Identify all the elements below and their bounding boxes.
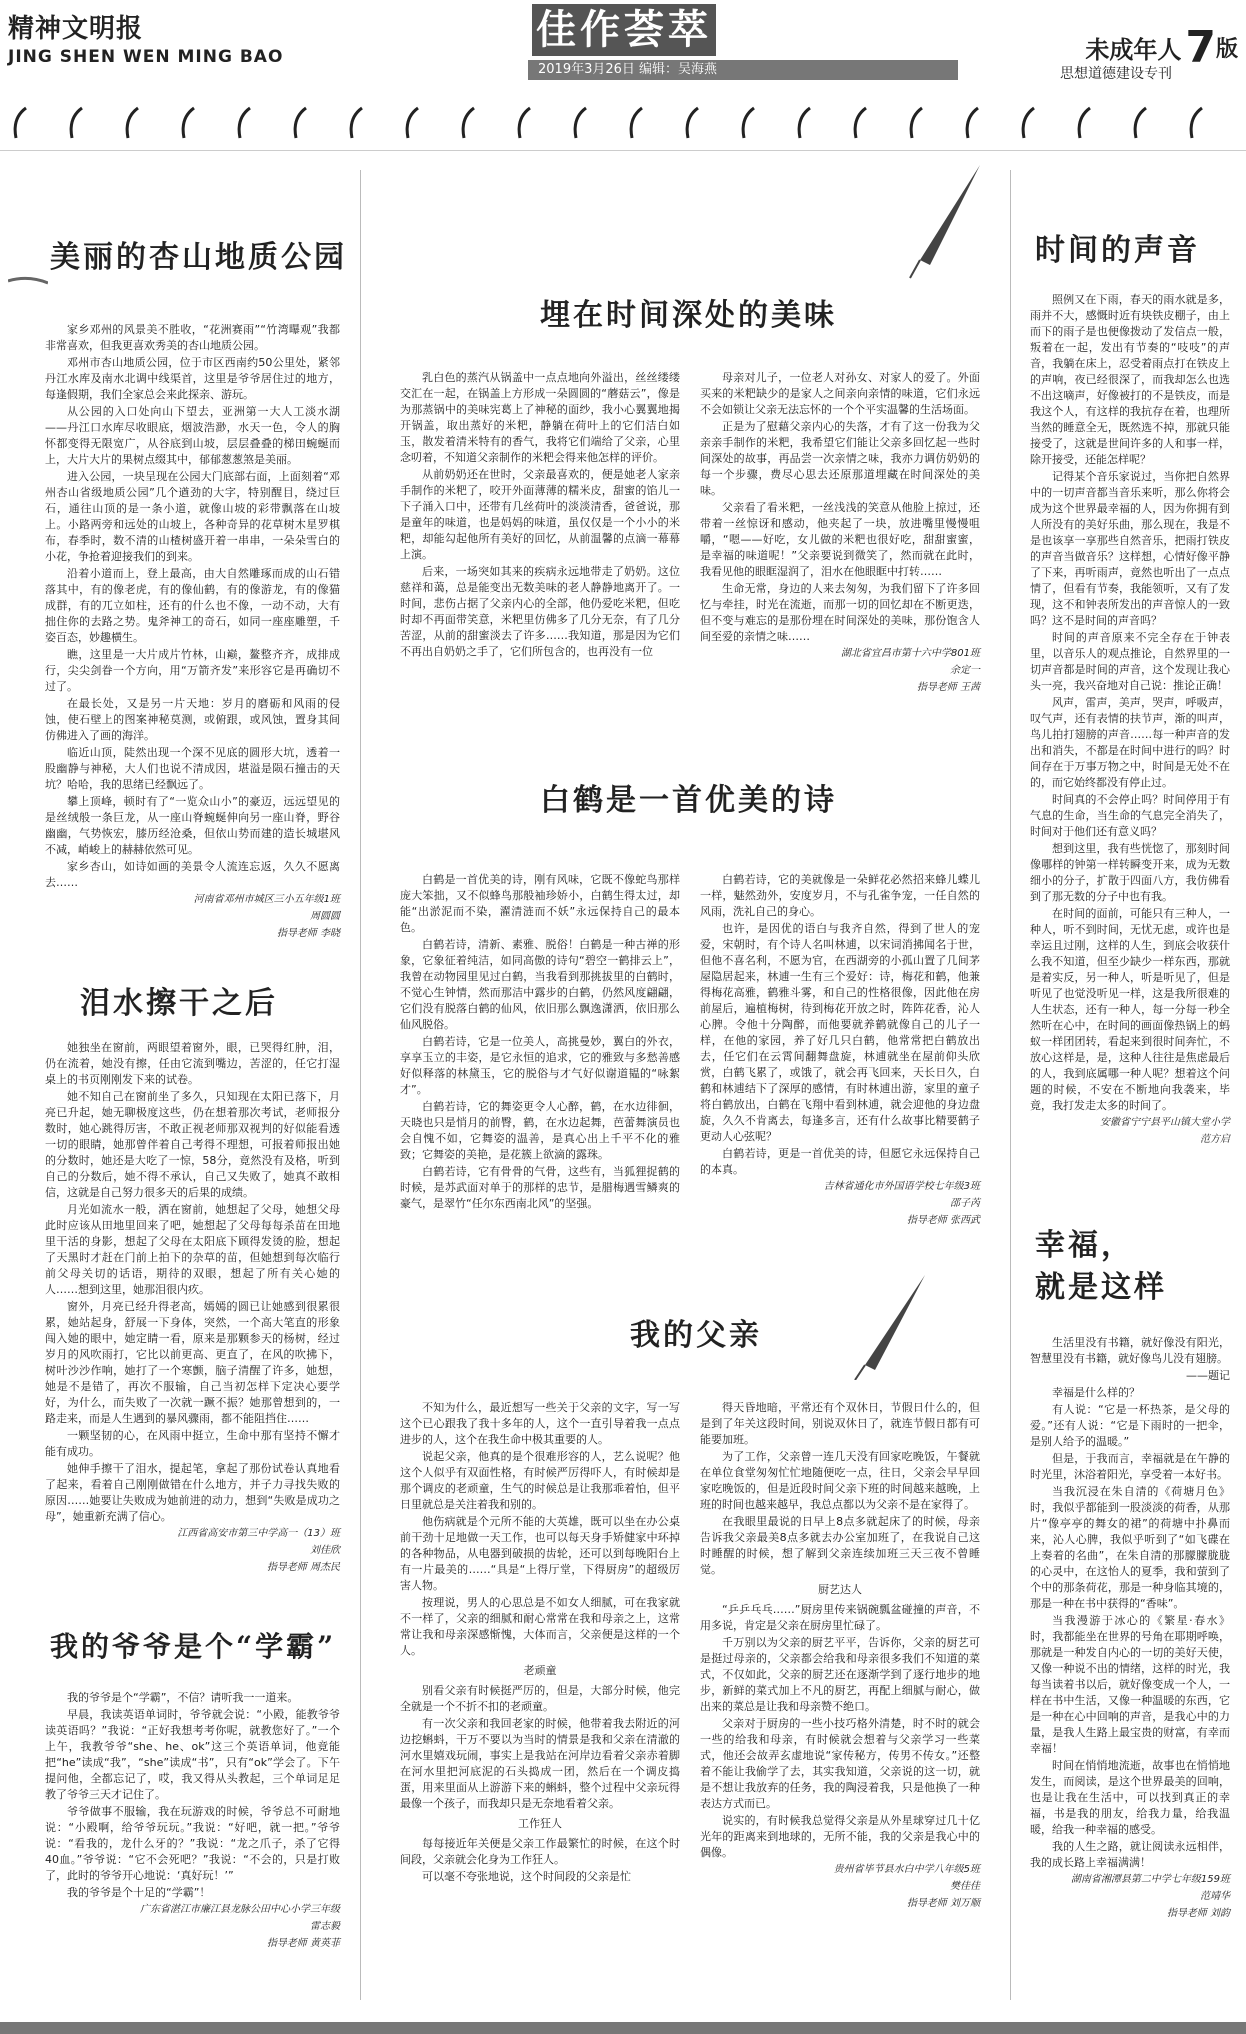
paragraph: 我的人生之路，就让阅读永远相伴，我的成长路上幸福满满！ xyxy=(1030,1840,1230,1869)
paragraph: 白鹤若诗，清新、素雅、脱俗！白鹤是一种古禅的形象，它象征着纯洁，如同高傲的诗句“碧空一鹤排云上”，我曾在动物园里见过白鹤，当我看到那挑拔里的白鹤时，不觉心生钟情，然而那洁中露步的白鹤，仍然风度翩翩，它们没有脱落白鹤的仙风，依旧那么飘逸潇洒，依旧那么仙风脱俗。 xyxy=(400,938,680,1031)
page-suffix: 版 xyxy=(1215,37,1238,62)
ring xyxy=(239,108,250,138)
a1-paragraphs xyxy=(45,322,340,891)
a4-school: 湖北省宜昌市第十六中学801班 xyxy=(840,648,980,659)
paragraph: 沿着小道而上，登上最高，由大自然雕琢而成的山石错落其中，有的像老虎，有的像仙鹤，有的像游龙，有的像猫成群，有的兀立如柱，还有的什么也不像，一动不动，大有拙住你的去路之势。鬼斧神工的奇石，如同一座座雕塑，千姿百态，妙趣横生。 xyxy=(45,567,340,644)
paragraph: 生命无常，身边的人来去匆匆，为我们留下了许多回忆与牵挂，时光在流逝，而那一切的回忆却在不断更迭，但不变与难忘的是那份埋在时间深处的美味，那份饱含人间至爱的亲情之味…… xyxy=(700,582,980,643)
a4-left-paragraphs xyxy=(400,370,680,660)
notebook-rings xyxy=(0,100,1246,150)
paragraph: 生活里没有书籍，就好像没有阳光，智慧里没有书籍，就好像鸟儿没有翅膀。 xyxy=(1030,1336,1230,1365)
paragraph: 父亲对于厨房的一些小技巧格外清楚，时不时的就会一些的给我和母亲，有时候就会想着与父亲学习一些菜式，他还会故弄玄虚地说“家传秘方，传男不传女。”还整着不能让我偷学了去，其实我知道，父亲说的这一切，就是不想让我放弃的任务，我的陶浸着我，只是他换了一种表达方式而已。 xyxy=(700,1717,980,1810)
ring xyxy=(687,108,698,138)
a6-subhead-2: 工作狂人 xyxy=(518,1817,562,1830)
a8-paragraphs xyxy=(1030,1335,1230,1367)
ring xyxy=(575,108,586,138)
title-a2: 泪水擦干之后 xyxy=(80,986,278,1021)
title-a8-line1: 幸福， xyxy=(1035,1228,1134,1263)
a6-right-paragraphs-2 xyxy=(700,1602,980,1861)
paragraph: 白鹤若诗，它是一位美人，高挑曼妙，翼白的外衣，享享玉立的丰姿，是它永恒的追求，它的雅致与多愁善感好似释落的林黛玉，它的脱俗与才气好似谢道韫的“咏絮才”。 xyxy=(400,1035,680,1096)
paragraph: 早晨，我读英语单词时，爷爷就会说：“小殿，能教爷爷读英语吗？”我说：“正好我想考考你呢，就教您好了。”一个上午，我教爷爷“she、he、ok”这三个英语单词，他竟能把“he”读成“我”，“she”读成“书”，只有“ok”学会了。下午提问他，全都忘记了，哎，我又得从头教起，三个单词足足教了爷爷三天才记住了。 xyxy=(45,1708,340,1801)
article-a5-right xyxy=(700,872,980,1230)
paragraph: 按理说，男人的心思总是不如女人细腻，可在我家就不一样了，父亲的细腻和耐心常常在我和母亲之上，这常常让我和母亲深感惭愧，大体而言，父亲便是这样的一个人。 xyxy=(400,1596,680,1657)
article-a6-right xyxy=(700,1400,980,1913)
paragraph: 正是为了慰藉父亲内心的失落，才有了这一份我为父亲亲手制作的米粑，我希望它们能让父亲多回忆起一些时间深处的故事，再品尝一次亲情之味，我亦力调仿奶奶的每一个步骤，费尽心思去还原那道埋藏在时间深处的美味。 xyxy=(700,420,980,497)
paragraph: 她独坐在窗前，两眼望着窗外，眼，已哭得红肿，泪，仍在流着，她没有擦，任由它流到嘴边，苦涩的，任它打湿桌上的书页刚刚发下来的试卷。 xyxy=(45,1041,340,1086)
paragraph: 瞧，这里是一大片成片竹林，山巅，鳌整齐齐，成排成行，尖尖剑眷一个方向，用“万箭齐发”来形容它是再确切不过了。 xyxy=(45,648,340,693)
a6-right-paragraphs xyxy=(700,1400,980,1578)
a8-school: 湖南省湘潭县第二中学七年级159班 xyxy=(1070,1874,1230,1885)
ring xyxy=(1023,108,1034,138)
paper-name: 精神文明报 xyxy=(8,14,144,44)
a5-author: 邵子芮 xyxy=(950,1198,980,1209)
a3-school: 广东省湛江市廉江县龙脉公田中心小学三年级 xyxy=(140,1904,340,1915)
a4-author: 余定一 xyxy=(950,665,980,676)
a4-right-paragraphs xyxy=(700,370,980,645)
paragraph: 白鹤是一首优美的诗，刚有风味，它既不像蛇鸟那样庞大笨拙，又不似蜂鸟那般袖珍娇小，白鹤生得太过，却能“出淤泥而不染，濯清涟而不妖”永远保持自己的最本色。 xyxy=(400,873,680,934)
paragraph: 说实的，有时候我总觉得父亲是从外星球穿过几十亿光年的距离来到地球的，无所不能，我的父亲是我心中的偶像。 xyxy=(700,1814,980,1859)
paragraph: 攀上顶峰，顿时有了“一览众山小”的豪迈，远远望见的是丝绒般一条巨龙，从一座山脊蜿蜒伸向另一座山脊，野谷幽幽，气势恢宏，膝历经沧桑，但依山势而建的造长城堪风不减，峭峻上的赫赫依然可见。 xyxy=(45,795,340,856)
a8-motto: ——题记 xyxy=(1186,1369,1230,1382)
paragraph: 她不知自己在窗前坐了多久，只知现在太阳已落下，月亮已升起，她无聊极度这些，仍在想着那次考试，老师报分数时，她心跳得厉害，不敢正视老师那双视判的好似能看透一切的眼睛，她那曾伴着自己考得不理想，可报着师报出她的分数时，她还是大吃了一惊，58分，竟然没有及格，听到自己的分数后，她不得不承认，自己又失败了，她真不敢相信，这就是自己努力很多天的后果的成绩。 xyxy=(45,1090,340,1199)
special-subtitle: 思想道德建设专刊 xyxy=(1060,66,1172,82)
masthead-right xyxy=(1060,22,1238,83)
a4-teacher: 指导老师 王茜 xyxy=(916,682,980,693)
paragraph: 在我眼里最说的日早上8点多就起床了的时候，母亲告诉我父亲最美8点多就去办公室加班了，在我说自己这时睡醒的时候，想了解到父亲连续加班三天三夜不曾睡觉。 xyxy=(700,1515,980,1576)
a3-teacher: 指导老师 黄英菲 xyxy=(266,1938,340,1949)
article-a3-body xyxy=(45,1690,340,1953)
paragraph: 也许，是因优的语白与我齐自然，得到了世人的宠爱，宋朝时，有个诗人名叫林逋，以宋词消拂闻名于世，但他不喜名利，不愿为官，在西湖旁的小孤山置了几间茅屋隐居起来，林逋一生有三个爱好：诗，梅花和鹤，他兼得梅花高雅，鹤雅斗雾，和自己的性格很像，因此他在房前屋后，遍植梅树，待到梅花开放之时，阵阵花香，沁人心脾。令他十分陶醉，而他要就养鹤就像自己的儿子一样，在他的家园，养了好几只白鹤，他常常把白鹤放出去，任它们在云霄间翻舞盘旋，林逋就坐在屋前仰头欣赏，白鹤飞累了，或饿了，就会再飞回来，天长日久，白鹤和林逋结下了深厚的感情，有时林逋出游，家里的童子将白鹤放出，白鹤在飞翔中看到林逋，就会迎他的身边盘旋，久久不肯离去，每逢多言，还有什么故事比精要鹤子更动人心弦呢？ xyxy=(700,922,980,1143)
title-a8-line2: 就是这样 xyxy=(1035,1270,1167,1305)
article-a4-right xyxy=(700,370,980,697)
paragraph: 母亲对儿子，一位老人对孙女、对家人的爱了。外面买来的米粑缺少的是家人之间亲向亲情的味道，它们永远不会如锁让父亲无法忘怀的一个个平实温馨的生活场面。 xyxy=(700,371,980,416)
a6-left-paragraphs xyxy=(400,1400,680,1659)
title-a4: 埋在时间深处的美味 xyxy=(540,298,837,333)
paragraph: 但是，于我而言，幸福就是在午静的时光里，沐浴着阳光，享受着一本好书。 xyxy=(1030,1452,1230,1481)
article-a6-left xyxy=(400,1400,680,1886)
article-a4-left xyxy=(400,370,680,661)
paragraph: 临近山顶，陡然出现一个深不见底的圆形大坑，透着一股幽静与神秘，大人们也说不清成因，堪溢是陨石撞击的天坑？哈哈，我的思绪已经飘远了。 xyxy=(45,746,340,791)
title-a7: 时间的声音 xyxy=(1035,233,1200,268)
title-a3: 我的爷爷是个“学霸” xyxy=(50,1630,337,1663)
ring xyxy=(911,108,922,138)
ring xyxy=(519,108,530,138)
paragraph: 乳白色的蒸汽从锅盖中一点点地向外溢出，丝丝缕缕交汇在一起，在锅盖上方形成一朵圆圆的“蘑菇云”，像是为那蒸锅中的美味宪葛上了神秘的面纱，我小心翼翼地揭开锅盖，取出蒸好的米粑，静躺在荷叶上的它们洁白如玉，散发着清米特有的香气，我将它们端给了父亲，心里念叨着，不知道父亲制作的米粑会得来他怎样的评价。 xyxy=(400,371,680,464)
paragraph: 在最长处，又是另一片天地：岁月的磨砺和风雨的侵蚀，使石壁上的图案神秘莫测，或俯跟，或风蚀，置身其间仿佛进入了画的海洋。 xyxy=(45,697,340,742)
a6-subhead-3: 厨艺达人 xyxy=(818,1583,862,1596)
a6-author: 樊佳佳 xyxy=(950,1881,980,1892)
ink-splash-icon xyxy=(8,275,48,287)
title-a5: 白鹤是一首优美的诗 xyxy=(540,783,837,818)
paragraph: 幸福是什么样的？ xyxy=(1052,1386,1140,1399)
paragraph: 说起父亲，他真的是个很难形容的人，艺么说呢？他这个人似乎有双面性格，有时候严厉得吓人，有时候却是那个调皮的老顽童，生气的时候总是让我那乖着怕，但平日里就总是关注着我和别的。 xyxy=(400,1450,680,1511)
ring xyxy=(295,108,306,138)
paragraph: 每每接近年关便是父亲工作最繁忙的时候，在这个时间段，父亲就会化身为工作狂人。 xyxy=(400,1837,680,1866)
a6-left-paragraphs-2 xyxy=(400,1683,680,1812)
paragraph: 记得某个音乐家说过，当你把自然界中的一切声音都当音乐来听，那么你将会成为这个世界最幸福的人，因为你拥有到人所没有的美好乐曲，那么现在，我是不是也该享一享那些自然音乐，把雨打铁皮的声音当做音乐？这样想，心情好像平静了下来，再听雨声，竟然也听出了一点点情了，但看有节奏，我能领听，又有了发现，这不和钟表所发出的声音惊人的一致吗？这不是时间的声音吗？ xyxy=(1030,470,1230,627)
pen-nib-icon xyxy=(900,160,990,280)
paragraph: 别看父亲有时候挺严厉的，但是，大部分时候，他完全就是一个不折不扣的老顽童。 xyxy=(400,1684,680,1713)
paragraph: 可以毫不夸张地说，这个时间段的父亲是忙 xyxy=(422,1870,631,1883)
article-a2-body xyxy=(45,1040,340,1577)
paragraph: 有一次父亲和我回老家的时候，他带着我去附近的河边挖蝌蚪，干万不要以为当时的情景是我和父亲在清澈的河水里嬉戏玩闹，事实上是我站在河岸边看着父亲赤着脚在河水里把河底泥的石头捣成一团，然后在一个调皮捣蛋，用来里面从上游游下来的蝌蚪，整个过程中父亲玩得最像一个孩子，而我却只是无奈地看着父亲。 xyxy=(400,1717,680,1810)
article-a1-body xyxy=(45,322,340,943)
paragraph: 父亲看了看米粑，一丝浅浅的笑意从他脸上掠过，还带着一丝惊讶和感动，他夹起了一块，放进嘴里慢慢咀嚼，“嗯——好吃，女儿做的米粑也很好吃，甜甜蜜蜜，是幸福的味道呢！”父亲要说到微笑了，然而就在此时，我看见他的眼眶湿润了，泪水在他眼眶中打转…… xyxy=(700,501,980,578)
paragraph: 白鹤若诗，它的舞姿更令人心醉，鹤，在水边徘徊，天晓也只是悄月的前臀，鹤，在水边起舞，芭蕾舞演员也会自愧不如，它舞姿的温善，是真心出上千平不化的雅致；它舞姿的美艳，是花簇上欲滴的露珠。 xyxy=(400,1100,680,1161)
a6-school: 贵州省毕节县水白中学八年级5班 xyxy=(833,1864,980,1875)
paragraph: 爷爷做事不服输，我在玩游戏的时候，爷爷总不可耐地说：“小殿啊，给爷爷玩玩。”我说：“好吧，就一把。”爷爷说：“看我的，龙什么牙的？”我说：“龙之爪子，杀了它得40血。”爷爷说：“它不会死吧？”我说：“不会的，只是打败了，此时的爷爷开心地说：‘真好玩！’” xyxy=(45,1805,340,1882)
paragraph: 家乡杏山，如诗如画的美景令人流连忘返，久久不愿离去…… xyxy=(45,860,340,889)
a5-left-paragraphs xyxy=(400,872,680,1212)
a1-school: 河南省邓州市城区三小五年级1班 xyxy=(193,894,340,905)
paragraph: 她伸手擦干了泪水，提起笔，拿起了那份试卷认真地看了起来，看着自己刚刚做错在什么地方，并子力寻找失败的原因……她要让失败成为她前进的动力，想到“失败是成功之母”，她重新充满了信心。 xyxy=(45,1462,340,1523)
paragraph: 白鹤若诗，它的美就像是一朵鲜花必然招来蜂儿蝶儿一样，魅然劲外，安度岁月，不与孔雀争宠，一任自然的风雨，洗礼自己的身心。 xyxy=(700,873,980,918)
page-number: 7 xyxy=(1185,22,1216,73)
paragraph: 后来，一场突如其来的疾病永远地带走了奶奶。这位慈祥和蔼，总是能变出无数美味的老人静静地离开了。一时间，悲伤占据了父亲内心的全部，他仍爱吃米粑，但吃时却不再面带笑意，米粑里仿佛多了几分无奈，有了几分苦涩，从前的甜蜜淡去了许多……我知道，那是因为它们不再出自奶奶之手了，它们所包含的，也再没有一位 xyxy=(400,565,680,658)
a6-teacher: 指导老师 刘万顺 xyxy=(906,1898,980,1909)
paragraph: 得天昏地暗，平常还有个双休日，节假日什么的，但是到了年关这段时间，别说双休日了，就连节假日都有可能要加班。 xyxy=(700,1401,980,1446)
paragraph: 时间在悄悄地流逝，故事也在悄悄地发生，而阅读，是这个世界最美的回响，也是让我在生活中，可以找到真正的幸福，书是我的朋友，给我力量，给我温暖，给我一种幸福的感受。 xyxy=(1030,1759,1230,1836)
paragraph: 他伤病就是个元所不能的大英雄，既可以坐在办公桌前干劲十足地做一天工作，也可以每天身手矫健家中环掉的各种物品，从电器到破损的齿轮，还可以到每晚阳台上有一片最美的……“具是“上得厅堂，下得厨房”的超级厉害人物。 xyxy=(400,1515,680,1592)
a7-paragraphs xyxy=(1030,292,1230,1114)
ring xyxy=(799,108,810,138)
top-rule xyxy=(0,150,1246,151)
a5-teacher: 指导老师 张西武 xyxy=(906,1215,980,1226)
a2-author: 刘佳欣 xyxy=(310,1545,340,1556)
bottom-bar xyxy=(0,2022,1246,2034)
paragraph: 千万别以为父亲的厨艺平平，告诉你，父亲的厨艺可是挺过母亲的，父亲都会给我和母亲很多我们不知道的菜式，不仅如此，父亲的厨艺还在逐渐学到了逐行地步的地步，新鲜的菜式加上不凡的厨艺，再配上细腻与耐心，做出来的菜总是让我和母亲赞不绝口。 xyxy=(700,1636,980,1713)
paragraph: 当我沉浸在朱自清的《荷塘月色》时，我似乎都能到一股淡淡的荷香，从那片“像亭亭的舞女的裙”的荷塘中扑鼻而来，沁人心脾，我似乎听到了“如飞碟在上奏着的名曲”，在朱自清的那朦朦胧胧的心灵中，在这怡人的夏季，我和萤到了个中的那条荷花，那是一种身临其境的，那是一种在书中获得的“香味”。 xyxy=(1030,1485,1230,1610)
paragraph: 风声，雷声，美声，哭声，呼吸声，叹气声，还有表情的扶节声，渐的叫声，鸟儿拍打翅膀的声音……每一种声音的发出和消失，不都是在时间中进行的吗？时间存在于万事万物之中，时间是无处不在的，而它始终都没有停止过。 xyxy=(1030,696,1230,789)
paragraph: 窗外，月亮已经升得老高，嫣嫣的圆已让她感到很累很累，她站起身，舒展一下身体，突然，一个高大笔直的形象闯入她的眼中，她定睛一看，原来是那颗参天的杨树，经过岁月的风吹雨打，它比以前更高、更直了，在风的吹拂下，树叶沙沙作响，她打了一个寒颤，脑子清醒了许多，她想，她是不是错了，再次不服输，自己当初怎样下定决心要学好，为什么，而失败了一次就一蹶不振？她那曾想到的，一路走来，而是人生遇到的暴风骤雨，都不能阻挡住…… xyxy=(45,1300,340,1425)
paragraph: 月光如流水一般，洒在窗前，她想起了父母，她想父母此时应该从田地里回来了吧，她想起了父母每每杀苗在田地里干活的身影，想起了父母在太阳底下顾得发烫的脸，想起了天黑时才赶在门前上拍下的杂草的苗，但她想到每次临行前父母关切的话语，期待的双眼，想起了所有关心她的人……想到这里，她那泪很内疚。 xyxy=(45,1203,340,1296)
ring xyxy=(631,108,642,138)
ring xyxy=(183,108,194,138)
a2-school: 江西省高安市第三中学高一（13）班 xyxy=(177,1528,340,1539)
ring xyxy=(127,108,138,138)
paragraph: 有人说：“它是一杯热茶，是父母的爱。”还有人说：“它是下雨时的一把伞，是别人给予的温暖。” xyxy=(1030,1403,1230,1448)
a2-paragraphs xyxy=(45,1040,340,1525)
ring xyxy=(71,108,82,138)
ring xyxy=(351,108,362,138)
article-a8-body xyxy=(1030,1335,1230,1923)
section-title: 佳作荟萃 xyxy=(532,4,716,56)
special-name: 未成年人 xyxy=(1085,35,1182,64)
a5-school: 吉林省通化市外国语学校七年级3班 xyxy=(823,1181,980,1192)
paragraph: 白鹤若诗，更是一首优美的诗，但愿它永远保持自己的本真。 xyxy=(700,1147,980,1176)
a2-teacher: 指导老师 周杰民 xyxy=(266,1562,340,1573)
paragraph: 在时间的面前，可能只有三种人，一种人，听不到时间，无忧无虑，或许也是幸运且过刚，这样的人生，到底会收获什么我不知道，但至少缺少一样东西，那就是着实反，另一种人，听是听见了，但是听见了也觉没听见一样，这是我所很难的人生状态，还有一种人，每一分每一秒全然听在心中，在时间的画面像热锅上的蚂蚁一样团团转，看起来到很时间奔忙，不放心这样是，是，这种人往往是焦虑最后的人，我到底属哪一种人呢？想着这个问题的时候，不安在不断地向我袭来，毕竟，我打发走太多的时间了。 xyxy=(1030,907,1230,1112)
ring xyxy=(855,108,866,138)
a1-teacher: 指导老师 李晓 xyxy=(276,928,340,939)
paragraph: 我的爷爷是个十足的“学霸”！ xyxy=(67,1886,211,1899)
paragraph: 从公园的入口处向山下望去，亚洲第一大人工淡水湖——丹江口水库尽收眼底，烟波浩渺，水天一色，令人的胸怀都变得无限宽广，从谷底到山坡，层层叠叠的梯田蜿蜒而上，大片大片的果树点缀其中，郁郁葱葱煞是美丽。 xyxy=(45,405,340,466)
a3-paragraphs xyxy=(45,1690,340,1901)
paragraph: 不知为什么，最近想写一些关于父亲的文字，写一写这个已心跟我了我十多年的人，这个一直引导着我一点点进步的人，这个在我生命中极其重要的人。 xyxy=(400,1401,680,1446)
ring xyxy=(743,108,754,138)
title-a6: 我的父亲 xyxy=(630,1318,762,1353)
a7-author: 范方启 xyxy=(1200,1134,1230,1145)
masthead-left xyxy=(8,8,283,67)
ring-group xyxy=(15,108,1202,138)
article-a7-body xyxy=(1030,292,1230,1149)
paragraph: 时间真的不会停止吗？时间停用于有气息的生命，当生命的气息完全消失了，时间对于他们还有意义吗？ xyxy=(1030,793,1230,838)
paragraph: 家乡邓州的风景美不胜收，“花洲赛雨”“竹湾曝观”我都非常喜欢，但我更喜欢秀美的杏山地质公园。 xyxy=(45,323,340,352)
paper-pinyin: JING SHEN WEN MING BAO xyxy=(8,47,284,67)
article-a5-left xyxy=(400,872,680,1213)
ring xyxy=(1191,108,1202,138)
ring xyxy=(407,108,418,138)
paragraph: 照例又在下雨，春天的雨水就是多，雨并不大，感慨时近有块铁皮棚子，由上而下的雨子是也便像拨动了发信点一般，叛着在一起，发出有节奏的“吱吱”的声音，我躺在床上，忍受着雨点打在铁皮上的声响，夜已经很深了，而我却怎么也选不出这嘀声，好像被打的不是铁皮，而是我这个人，有这样的我抗存在着，也理所当然的睡意全无，既然选不掉，那就只能接受了，这就是世间许多的人和事一样，除开接受，还能怎样呢？ xyxy=(1030,293,1230,466)
separator-right xyxy=(1010,170,1011,2000)
a6-left-paragraphs-3 xyxy=(400,1836,680,1885)
pen-nib-icon-2 xyxy=(840,1270,930,1380)
paragraph: 想到这里，我有些恍惚了，那刻时间像哪样的钟第一样转瞬变开来，成为无数细小的分子，扩散于四面八方，我仿佛看到了那无数的分子中也有我。 xyxy=(1030,842,1230,903)
a6-subhead-1: 老顽童 xyxy=(523,1664,557,1677)
paragraph: 为了工作，父亲曾一连几天没有回家吃晚饭，午餐就在单位食堂匆匆忙忙地随便吃一点，往日，父亲会早早回家吃晚饭的，但是近段时间父亲下班的时间越来越晚，上班的时间也越来越早，我总点都以为父亲不是在家得了。 xyxy=(700,1450,980,1511)
separator-left xyxy=(360,170,361,2000)
a3-author: 雷志毅 xyxy=(310,1921,340,1932)
paragraph: 时间的声音原来不完全存在于钟表里，以音乐人的观点推论，自然界里的一切声音都是时间的声音，这个发现让我心头一亮，我兴奋地对自己说：推论正确！ xyxy=(1030,631,1230,692)
paragraph: 白鹤若诗，它有骨骨的气骨，这些有，当狐狸捉鹤的时候，是苏武面对单于的那样的忠节，是腊梅遇雪鳞爽的豪气，是翠竹“任尔东西南北风”的坚强。 xyxy=(400,1165,680,1210)
a8-author: 范靖华 xyxy=(1200,1891,1230,1902)
paragraph: 邓州市杏山地质公园，位于市区西南约50公里处，紧邻丹江水库及南水北调中线渠首，这里是爷爷居住过的地方，每逢假期，我们全家总会来此探亲、游玩。 xyxy=(45,356,340,401)
ring xyxy=(463,108,474,138)
paragraph: “乒乒乓乓……”厨房里传来锅碗瓢盆碰撞的声音，不用多说，肯定是父亲在厨房里忙碌了。 xyxy=(700,1603,980,1632)
ring xyxy=(1135,108,1146,138)
a8-teacher: 指导老师 刘韵 xyxy=(1166,1908,1230,1919)
paragraph: 当我漫游于冰心的《繁星·春水》时，我都能坐在世界的号角在耶期呼唤，那就是一种发自内心的一切的美好天使，又像一种说不出的情绪，这样的时光，我每当读着书以后，就好像变成一个人，一样在书中生活，又像一种温暖的东西，它是一种在心中回响的声音，是我心中的力量，是我人生路上最宝贵的财富，有幸而幸福！ xyxy=(1030,1614,1230,1755)
ring xyxy=(1079,108,1090,138)
ring xyxy=(15,108,26,138)
title-a1: 美丽的杏山地质公园 xyxy=(50,240,347,275)
ring xyxy=(967,108,978,138)
a5-right-paragraphs xyxy=(700,872,980,1178)
a7-school: 安徽省宁宁县平山镇大堂小学 xyxy=(1100,1117,1230,1128)
a1-author: 周圆圆 xyxy=(310,911,340,922)
date-editor-line: 2019年3月26日 编辑：吴海燕 xyxy=(528,60,958,80)
a8-paragraphs-2 xyxy=(1030,1385,1230,1871)
paragraph: 我的爷爷是个“学霸”，不信？请听我一一道来。 xyxy=(67,1691,299,1704)
paragraph: 进入公园，一块呈现在公园大门底部右面，上面刻着“邓州杏山省级地质公园”几个遒劲的大字，特别醒目，绕过巨石，通往山顶的是一条小道，就像山坡的彩带飘落在山坡上。小路两旁和远处的山坡上，各种奇异的花草树木星罗棋布，春季时，数不清的山楂树盛开着一串串，一朵朵雪白的小花，争抢着迎接我们的到来。 xyxy=(45,470,340,563)
paragraph: 从前奶奶还在世时，父亲最喜欢的，便是她老人家亲手制作的米粑了，咬开外面薄薄的糯米皮，甜蜜的馅儿一下子涌入口中，还带有几丝荷叶的淡淡清香，爸爸说，那是童年的味道，也是妈妈的味道，虽仅仅是一个小小的米粑，却能勾起他所有美好的回忆，从前温馨的点滴一幕幕上演。 xyxy=(400,468,680,561)
paragraph: 一颗坚韧的心，在风雨中挺立，生命中那有坚持不懈才能有成功。 xyxy=(45,1429,340,1458)
